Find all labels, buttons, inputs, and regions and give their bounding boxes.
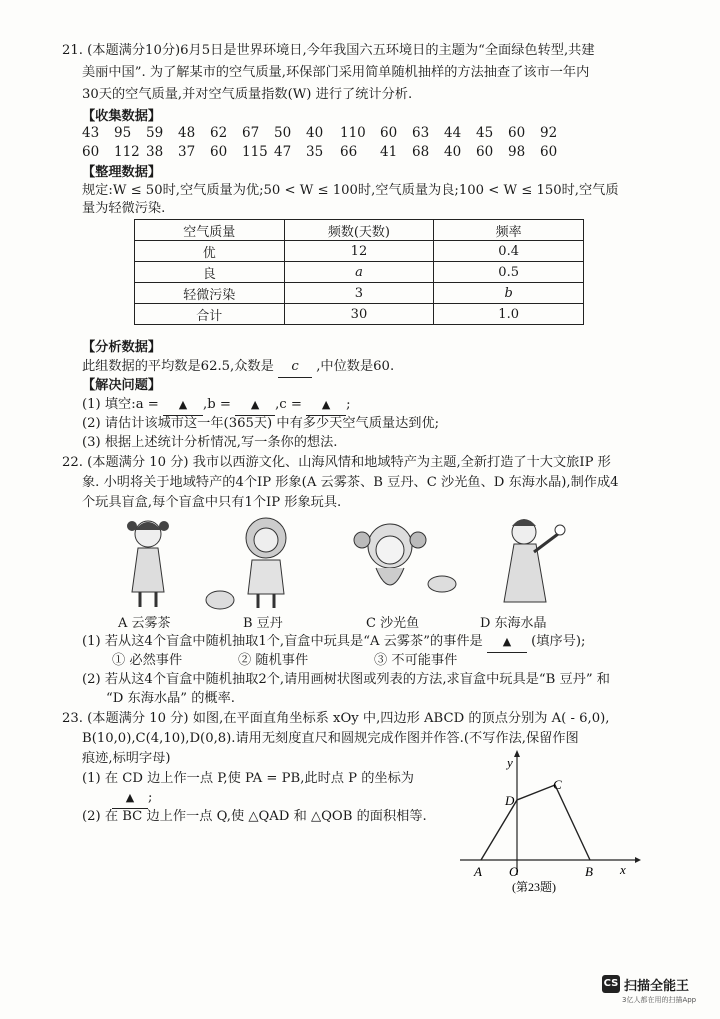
scanner-brand: 扫描全能王 [624,979,690,994]
q23-part2: (2) 在 BC 边上作一点 Q,使 △QAD 和 △QOB 的面积相等. [82,809,427,824]
data-value: 35 [306,144,324,160]
q23-part1: (1) 在 CD 边上作一点 P,使 PA = PB,此时点 P 的坐标为 [82,771,414,786]
table-cell: 12 [284,241,434,262]
q22-line2: 象. 小明将关于地域特产的4个IP 形象(A 云雾茶、B 豆丹、C 沙光鱼、D 东海水晶),制作成4 [82,475,619,490]
answer-blank-b: ▲ [235,395,275,416]
data-value: 60 [508,125,526,141]
q21-part3: (3) 根据上述统计分析情况,写一条你的想法. [82,435,338,450]
fish-character-figure [350,512,470,612]
data-value: 50 [274,125,292,141]
part1-text: ,c = [275,397,302,412]
part1-text: ; [346,397,351,412]
y-axis-arrow [514,750,520,757]
rule-line1: 规定:W ≤ 50时,空气质量为优;50 < W ≤ 100时,空气质量为良;100 < W ≤ 150时,空气质 [82,183,619,198]
option-3: ③ 不可能事件 [374,653,458,668]
origin-label: O [509,864,519,879]
data-value: 60 [540,144,558,160]
data-value: 63 [412,125,430,141]
analyze-text: 此组数据的平均数是62.5,众数是 [82,359,274,374]
solve-header: 【解决问题】 [82,378,162,393]
table-header: 频率 [434,220,584,241]
table-header-row [135,220,584,241]
data-value: 43 [82,125,100,141]
mode-blank: c [278,357,312,378]
table-cell: 良 [135,262,285,283]
point-c-label: C [553,777,562,792]
data-value: 60 [476,144,494,160]
table-cell: 3 [284,283,434,304]
tea-character-figure [118,512,178,612]
data-value: 67 [242,125,260,141]
table-cell: 合计 [135,304,285,325]
data-value: 110 [340,125,366,141]
table-cell: 0.4 [434,241,584,262]
q22-line3: 个玩具盲盒,每个盲盒中只有1个IP 形象玩具. [82,495,342,510]
table-cell: 优 [135,241,285,262]
option-2: ② 随机事件 [238,653,309,668]
coordinate-figure [455,745,645,895]
data-value: 95 [114,125,132,141]
q23-part1-blank [112,788,152,809]
bean-character-figure [200,512,310,612]
point-a-label: A [474,864,482,879]
table-cell: 1.0 [434,304,584,325]
data-value: 41 [380,144,398,160]
analyze-header: 【分析数据】 [82,340,162,355]
data-row-1 [82,125,572,141]
data-value: 45 [476,125,494,141]
frequency-table [134,219,584,325]
caption-bean: B 豆丹 [243,616,283,631]
rule-line2: 量为轻微污染. [82,201,166,216]
figure-caption: (第23题) [512,880,556,894]
q22-part2-line2: “D 东海水晶” 的概率. [106,691,235,706]
data-value: 66 [340,144,358,160]
answer-blank: ▲ [487,632,527,653]
x-label: x [620,862,626,877]
table-cell: 0.5 [434,262,584,283]
caption-fish: C 沙光鱼 [366,616,420,631]
option-1: ① 必然事件 [112,653,183,668]
table-cell: 30 [284,304,434,325]
crystal-character-figure [488,512,568,612]
q23-line3: 痕迹,标明字母) [82,751,171,766]
organize-header: 【整理数据】 [82,165,162,180]
analyze-line [82,357,394,378]
answer-blank: ▲ [112,788,148,809]
data-value: 62 [210,125,228,141]
q23-line1: 23. (本题满分 10 分) 如图,在平面直角坐标系 xOy 中,四边形 ABCD 的顶点分别为 A( - 6,0), [62,711,610,726]
table-cell: a [284,262,434,283]
table-row [135,241,584,262]
q21-part2: (2) 请估计该城市这一年(365天) 中有多少天空气质量达到优; [82,416,440,431]
part1-text: ; [148,790,153,805]
part1-text: (填序号); [531,634,586,649]
q21-part1 [82,395,351,416]
data-value: 60 [210,144,228,160]
data-value: 92 [540,125,558,141]
collect-header: 【收集数据】 [82,109,162,124]
y-label: y [507,755,513,770]
part1-text: ,b = [203,397,231,412]
data-value: 59 [146,125,164,141]
point-d-label: D [505,793,515,808]
table-header: 频数(天数) [284,220,434,241]
answer-blank-c: ▲ [306,395,346,416]
data-value: 68 [412,144,430,160]
table-row [135,262,584,283]
q21-line2: 美丽中国”. 为了解某市的空气质量,环保部门采用简单随机抽样的方法抽查了该市一年内 [82,65,590,80]
q22-part2-line1: (2) 若从这4个盲盒中随机抽取2个,请用画树状图或列表的方法,求盲盒中玩具是“B 豆丹” 和 [82,672,610,687]
q21-line1: 21. (本题满分10分)6月5日是世界环境日,今年我国六五环境日的主题为“全面绿色转型,共建 [62,43,595,58]
data-value: 40 [444,144,462,160]
caption-crystal: D 东海水晶 [480,616,547,631]
answer-blank-a: ▲ [163,395,203,416]
scanner-logo: CS [602,975,620,993]
data-value: 38 [146,144,164,160]
caption-tea: A 云雾茶 [118,616,171,631]
data-value: 98 [508,144,526,160]
part1-text: (1) 若从这4个盲盒中随机抽取1个,盲盒中玩具是“A 云雾茶”的事件是 [82,634,483,649]
table-row [135,304,584,325]
scanner-subtitle: 3亿人都在用的扫描App [622,996,697,1004]
data-row-2 [82,144,572,160]
table-cell: b [434,283,584,304]
point-b-label: B [585,864,593,879]
data-value: 40 [306,125,324,141]
analyze-text: ,中位数是60. [316,359,395,374]
data-value: 115 [242,144,268,160]
table-header: 空气质量 [135,220,285,241]
data-value: 60 [82,144,100,160]
q22-part1 [82,632,585,653]
data-value: 47 [274,144,292,160]
data-value: 60 [380,125,398,141]
table-cell: 轻微污染 [135,283,285,304]
q22-line1: 22. (本题满分 10 分) 我市以西游文化、山海风情和地域特产为主题,全新打造了十大文旅IP 形 [62,455,611,470]
part1-text: (1) 填空:a = [82,397,159,412]
quadrilateral-abcd [481,785,590,860]
q21-line3: 30天的空气质量,并对空气质量指数(W) 进行了统计分析. [82,87,413,102]
data-value: 44 [444,125,462,141]
data-value: 48 [178,125,196,141]
q23-line2: B(10,0),C(4,10),D(0,8).请用无刻度直尺和圆规完成作图并作答.(不写作法,保留作图 [82,731,579,746]
data-value: 112 [114,144,140,160]
data-value: 37 [178,144,196,160]
x-axis-arrow [635,857,641,863]
table-row [135,283,584,304]
